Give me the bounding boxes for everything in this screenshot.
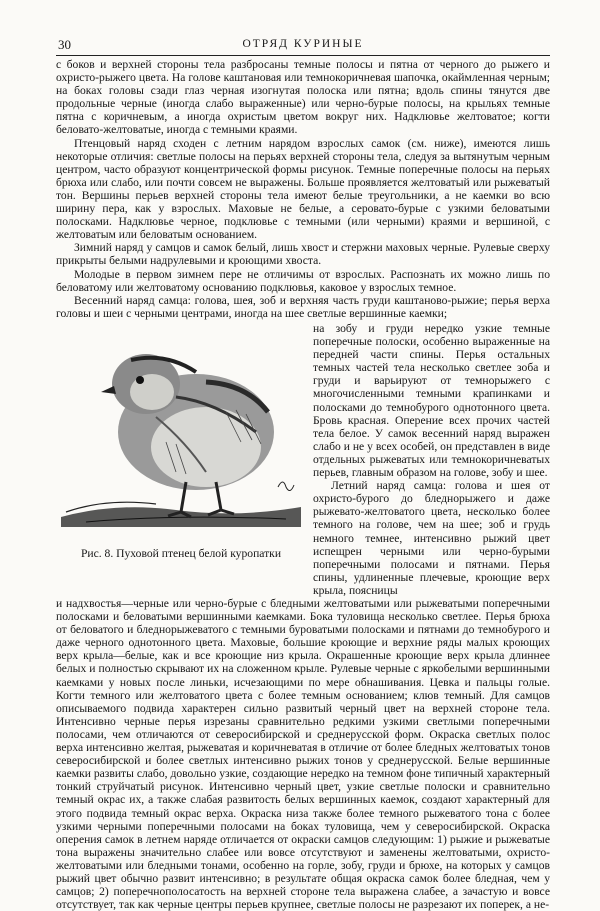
paragraph: Летний наряд самца: голова и шея от охристо-бурого до бледнорыжего и даже рыжевато-желтоватого цвета, несколько более темного на голове, чем на шее; зоб и грудь немного темнее, интенсивно рыжий цвет испещрен черными или черно-бурыми поперечными полосами и пятнами. Перья спины, удлиненные плечевые, кроющие верх крыла, поясницы: [313, 479, 550, 597]
figure-caption: Рис. 8. Пуховой птенец белой куропатки: [80, 547, 282, 560]
paragraph: с боков и верхней стороны тела разбросаны темные полосы и пятна от черного до рыжего и охристо-рыжего цвета. На голове каштановая или темнокоричневая шапочка, окаймленная черным; на боках головы сзади глаз черная изогнутая полоска или пятна; вдоль спины тянутся две продольные черные (иногда слабо выраженные) или черно-бурые полосы, на крыльях темные пятна с коричневым, а иногда охристым цветом вокруг них. Надклювье желтоватое; когти беловато-желтоватые, иногда с темными краями.: [56, 58, 550, 137]
wrap-text-1: [313, 322, 550, 597]
body-text-bottom: [56, 597, 550, 911]
body-text-top: [56, 58, 550, 320]
paragraph: Весенний наряд самца: голова, шея, зоб и верхняя часть груди каштаново-рыжие; перья верха головы и шеи с черными центрами, иногда на шее светлые вершинные каемки;: [56, 293, 550, 320]
page-header: [56, 37, 550, 56]
running-title: ОТРЯД КУРИНЫЕ: [242, 38, 364, 50]
paragraph: на зобу и груди нередко узкие темные поперечные полоски, особенно выраженные на передней части спины. Перья остальных темных частей тела несколько светлее зоба и груди и варьируют от темнорыжего с многочисленными темными крапинками и полосками до темнобурого однотонного цвета. Бровь красная. Оперение всех прочих частей тела белое. У самок весенний наряд выражен слабо и не у всех особей, он представлен в виде отдельных рыжеватых или темнокоричневатых перьев, главным образом на голове, зобу и шее.: [313, 322, 550, 480]
paragraph: Молодые в первом зимнем пере не отличимы от взрослых. Распознать их можно лишь по беловатому или желтоватому основанию подклювья, каковое у взрослых темное.: [56, 267, 550, 294]
paragraph: Птенцовый наряд сходен с летним нарядом взрослых самок (см. ниже), имеются лишь некоторые отличия: светлые полосы на перьях верхней стороны тела, следуя за вытянутым черным центром, часто образуют концентрической формы рисунок. Темные поперечные полосы на перьях брюха или слабо, или почти совсем не выражены. Больше проявляется желтоватый или рыжеватый тон. Вершины перьев верхней стороны тела имеют белые треугольники, а не каемки во всю ширину пера, как у взрослых. Маховые не белые, а серовато-бурые с узкими беловатыми полосками. Надклювье черное, подклювье с темными (или черными) краями и вершиной, с желтоватым или беловатым основанием.: [56, 136, 550, 242]
downy-chick-illustration: [56, 322, 306, 539]
page-number: 30: [58, 37, 71, 52]
paragraph: Зимний наряд у самцов и самок белый, лишь хвост и стержни маховых черные. Рулевые сверху прикрыты белыми надрулевыми и кроющими хвоста.: [56, 241, 550, 268]
figure: [56, 322, 306, 569]
paragraph: и надхвостья—черные или черно-бурые с бледными желтоватыми или рыжеватыми поперечными полосками и беловатыми вершинными каемками. Бока туловища несколько светлее. Перья брюха от беловатого и бледнорыжеватого с темными буроватыми полосками и пятнами до темнобурого и даже черного однотонного цвета. Маховые, большие кроющие и верхние ряды малых кроющих верх крыла—белые, как и все кроющие низ крыла. Окрашенные кроющие верх крыла длиннее белых и полностью скрывают их на сложенном крыле. Рулевые черные с яркобелыми вершинными каемками у новых после линьки, исчезающими по мере обнашивания. Цевка и пальцы голые. Когти темного или желтоватого цвета с более темным основанием; клюв темный. Для самцов описываемого подвида характерен сильно развитый черный цвет на верхней стороне тела. Интенсивно черные перья изрезаны сравнительно редкими узкими светлыми поперечными полосами, чем отличаются от северосибирской и среднерусской форм. Окраска светлых полос верха интенсивно желтая, рыжеватая и коричневатая в отличие от более бледных желтоватых тонов северосибирской и более светлых интенсивно рыжих тонов у среднерусской. Белые вершинные каемки развиты слабо, довольно узкие, создающие нередко на темном фоне типичный характерный тонкий струйчатый рисунок. Интенсивно черный цвет, узкие светлые полоски и сравнительно темный окрас их, а также слабая развитость белых вершинных каемок, создают характерный для этого подвида темный окрас верха. Окраска низа также более темного рыжеватого тона с более узкими черными поперечными полосами на боках туловища, чем у северосибирской. Окраска оперения самок в летнем наряде отличается от окраски самцов следующим: 1) рыжие и рыжеватые тона выражены значительно слабее или вовсе отсутствуют и заменены желтоватыми, охристо-желтоватыми или бледными тонами, особенно на горле, зобу, груди и брюхе, на которых у самцов рыжий цвет обычно развит интенсивно; в результате общая окраска самок более бледная, чем у самцов; 2) поперечнополосатость на верхней стороне тела выражена слабее, а зачастую и вовсе отсутствует, так как черные центры перьев крупнее, светлые полосы не разрезают их поперек, а не-: [56, 597, 550, 911]
